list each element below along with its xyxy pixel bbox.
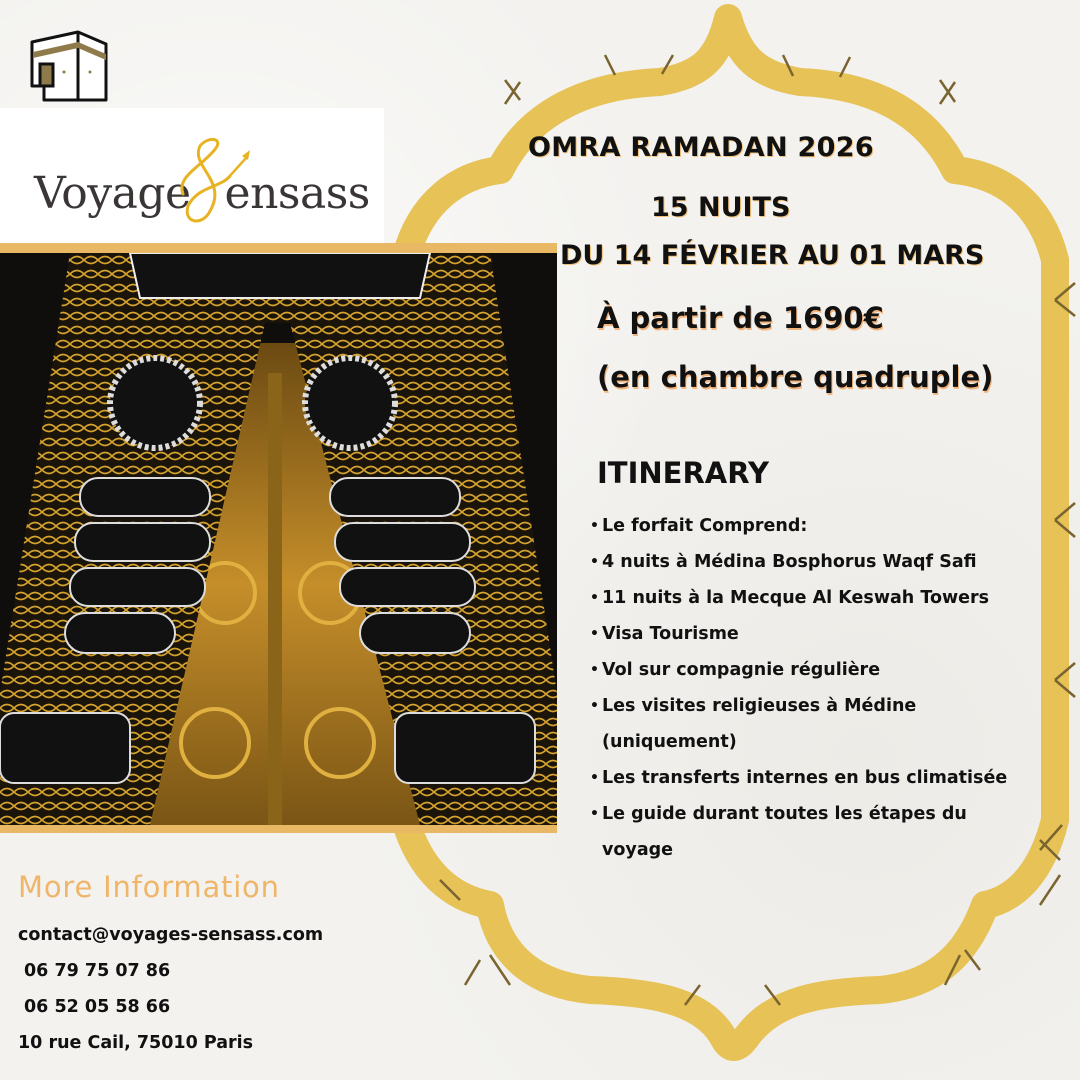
- itinerary-item: • 4 nuits à Médina Bosphorus Waqf Safi: [590, 544, 1010, 580]
- contact-phone-1[interactable]: 06 79 75 07 86: [24, 961, 171, 981]
- itinerary-item: • Les visites religieuses à Médine (uniquement): [590, 688, 1010, 760]
- contact-address: 10 rue Cail, 75010 Paris: [18, 1033, 254, 1053]
- itinerary-item: • Visa Tourisme: [590, 616, 1010, 652]
- itinerary-heading: ITINERARY: [597, 456, 769, 490]
- itinerary-item: • 11 nuits à la Mecque Al Keswah Towers: [590, 580, 1010, 616]
- offer-price: À partir de 1690€: [597, 301, 884, 335]
- photo-content: [0, 253, 557, 825]
- kaaba-door-photo: [0, 243, 557, 833]
- kaaba-kiswah-illustration: [0, 253, 557, 825]
- itinerary-item: • Vol sur compagnie régulière: [590, 652, 1010, 688]
- contact-email[interactable]: contact@voyages-sensass.com: [18, 925, 324, 945]
- brand-logo: [0, 108, 384, 246]
- contact-phone-2[interactable]: 06 52 05 58 66: [24, 997, 171, 1017]
- offer-title: OMRA RAMADAN 2026: [528, 132, 874, 163]
- itinerary-item: • Le forfait Comprend:: [590, 508, 1010, 544]
- brand-name-right: ensass: [224, 168, 370, 219]
- more-information-heading: More Information: [18, 870, 280, 904]
- offer-room-type: (en chambre quadruple): [597, 360, 994, 394]
- brand-name-left: Voyage: [34, 168, 191, 219]
- itinerary-item: • Les transferts internes en bus climatisée: [590, 760, 1010, 796]
- signature-s-airplane-icon: [168, 126, 258, 236]
- offer-nights: 15 NUITS: [651, 192, 791, 223]
- kaaba-icon: [28, 30, 108, 102]
- itinerary-item: • Le guide durant toutes les étapes du voyage: [590, 796, 1010, 868]
- itinerary-list: [590, 508, 1010, 868]
- offer-dates: DU 14 FÉVRIER AU 01 MARS: [560, 240, 985, 271]
